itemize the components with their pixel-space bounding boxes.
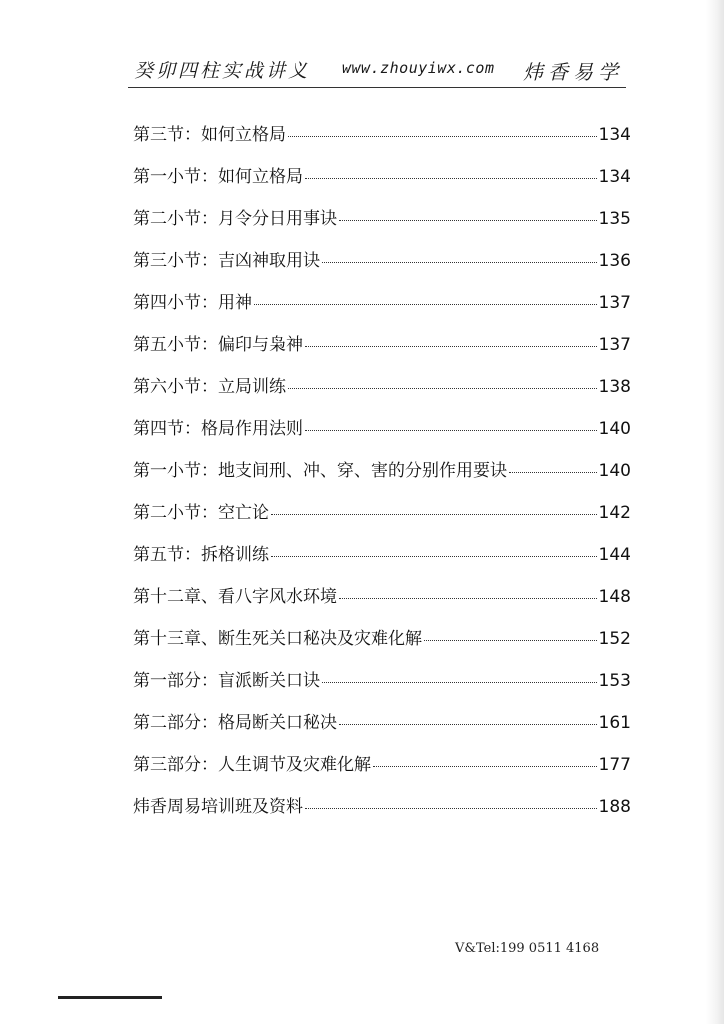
table-of-contents <box>133 120 631 834</box>
toc-dot-leader <box>339 598 597 599</box>
toc-entry-page-number: 137 <box>598 293 631 313</box>
header-url: www.zhouyiwx.com <box>342 59 495 77</box>
toc-dot-leader <box>322 682 597 683</box>
toc-entry[interactable] <box>133 330 631 372</box>
toc-entry[interactable] <box>133 624 631 666</box>
toc-entry-page-number: 136 <box>598 251 631 271</box>
toc-entry-page-number: 177 <box>598 755 631 775</box>
toc-entry-label: 第三小节：吉凶神取用诀 <box>133 251 320 271</box>
toc-entry-label: 第五节：拆格训练 <box>133 545 269 565</box>
toc-entry[interactable] <box>133 372 631 414</box>
toc-entry-label: 第二部分：格局断关口秘决 <box>133 713 337 733</box>
toc-dot-leader <box>305 178 597 179</box>
toc-dot-leader <box>322 262 597 263</box>
toc-entry-page-number: 138 <box>598 377 631 397</box>
toc-entry-label: 第二小节：月令分日用事诀 <box>133 209 337 229</box>
toc-entry[interactable] <box>133 456 631 498</box>
toc-entry-label: 第三部分：人生调节及灾难化解 <box>133 755 371 775</box>
running-header <box>128 50 628 90</box>
toc-entry-label: 炜香周易培训班及资料 <box>133 797 303 817</box>
toc-entry-label: 第一小节：地支间刑、冲、穿、害的分别作用要诀 <box>133 461 507 481</box>
toc-dot-leader <box>271 556 597 557</box>
header-rule <box>128 87 626 88</box>
toc-dot-leader <box>305 808 597 809</box>
toc-entry-label: 第四小节：用神 <box>133 293 252 313</box>
toc-entry-page-number: 140 <box>598 419 631 439</box>
toc-dot-leader <box>424 640 597 641</box>
toc-dot-leader <box>339 724 597 725</box>
toc-dot-leader <box>254 304 597 305</box>
toc-entry-label: 第二小节：空亡论 <box>133 503 269 523</box>
toc-entry-label: 第三节：如何立格局 <box>133 125 286 145</box>
toc-entry[interactable] <box>133 414 631 456</box>
toc-entry-page-number: 161 <box>598 713 631 733</box>
toc-entry-page-number: 137 <box>598 335 631 355</box>
toc-entry-page-number: 153 <box>598 671 631 691</box>
toc-entry-label: 第五小节：偏印与枭神 <box>133 335 303 355</box>
toc-entry[interactable] <box>133 540 631 582</box>
toc-entry-label: 第四节：格局作用法则 <box>133 419 303 439</box>
toc-dot-leader <box>288 136 597 137</box>
toc-entry-label: 第十二章、看八字风水环境 <box>133 587 337 607</box>
toc-entry-label: 第六小节：立局训练 <box>133 377 286 397</box>
toc-entry[interactable] <box>133 162 631 204</box>
toc-entry[interactable] <box>133 792 631 834</box>
toc-dot-leader <box>373 766 597 767</box>
toc-entry-page-number: 148 <box>598 587 631 607</box>
toc-dot-leader <box>288 388 597 389</box>
toc-entry[interactable] <box>133 498 631 540</box>
toc-entry-label: 第一部分：盲派断关口诀 <box>133 671 320 691</box>
toc-entry[interactable] <box>133 288 631 330</box>
toc-entry-page-number: 140 <box>598 461 631 481</box>
toc-entry-label: 第十三章、断生死关口秘决及灾难化解 <box>133 629 422 649</box>
toc-entry-page-number: 144 <box>598 545 631 565</box>
footer-contact: V&Tel:199 0511 4168 <box>455 941 600 956</box>
header-brand: 炜香易学 <box>523 60 623 84</box>
toc-entry-page-number: 134 <box>598 167 631 187</box>
toc-dot-leader <box>305 430 597 431</box>
toc-dot-leader <box>271 514 597 515</box>
toc-entry[interactable] <box>133 666 631 708</box>
toc-dot-leader <box>339 220 597 221</box>
toc-entry[interactable] <box>133 708 631 750</box>
toc-entry-page-number: 188 <box>598 797 631 817</box>
toc-entry[interactable] <box>133 204 631 246</box>
toc-entry-page-number: 152 <box>598 629 631 649</box>
toc-entry-label: 第一小节：如何立格局 <box>133 167 303 187</box>
toc-entry-page-number: 135 <box>598 209 631 229</box>
toc-dot-leader <box>509 472 597 473</box>
corner-mark <box>58 996 162 999</box>
page-edge-shadow <box>706 0 724 1024</box>
header-title: 癸卯四柱实战讲义 <box>134 60 311 82</box>
toc-entry-page-number: 142 <box>598 503 631 523</box>
toc-entry-page-number: 134 <box>598 125 631 145</box>
toc-entry[interactable] <box>133 750 631 792</box>
toc-entry[interactable] <box>133 246 631 288</box>
toc-entry[interactable] <box>133 120 631 162</box>
toc-dot-leader <box>305 346 597 347</box>
toc-entry[interactable] <box>133 582 631 624</box>
